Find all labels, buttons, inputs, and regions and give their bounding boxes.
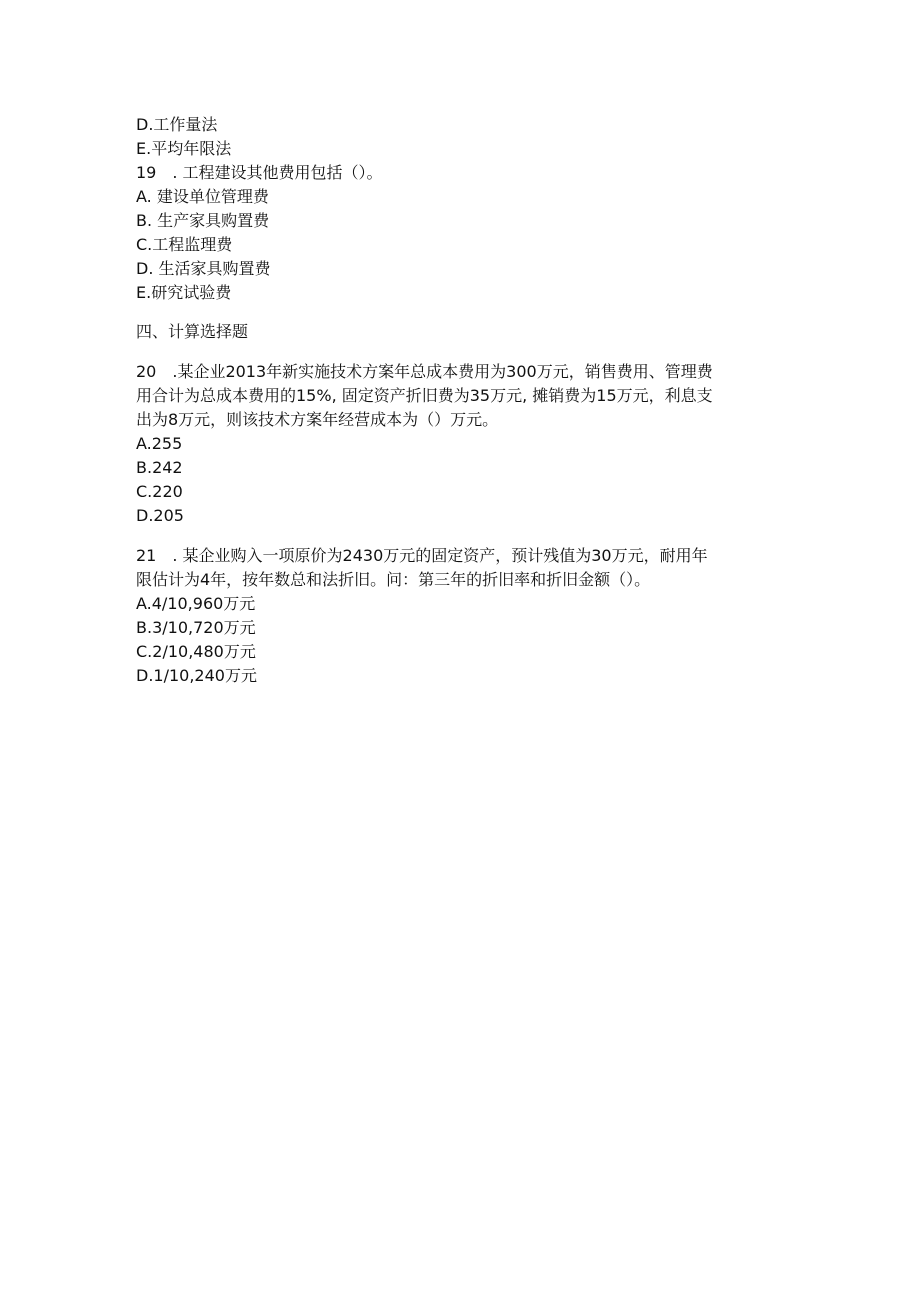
question-21-stem-line-1: 21 . 某企业购入一项原价为2430万元的固定资产，预计残值为30万元，耐用年 xyxy=(136,546,708,565)
question-20-stem-line-2: 用合计为总成本费用的15%, 固定资产折旧费为35万元, 摊销费为15万元，利息支 xyxy=(136,386,713,405)
q19-option-b: B. 生产家具购置费 xyxy=(136,211,270,230)
question-20-stem-line-3: 出为8万元，则该技术方案年经营成本为（）万元。 xyxy=(136,410,499,429)
q20-option-b: B.242 xyxy=(136,458,183,477)
question-19-stem: 19 . 工程建设其他费用包括（）。 xyxy=(136,163,383,182)
q19-option-d: D. 生活家具购置费 xyxy=(136,259,271,278)
q21-option-d: D.1/10,240万元 xyxy=(136,666,257,685)
q19-option-c: C.工程监理费 xyxy=(136,235,233,254)
question-21-stem-line-2: 限估计为4年，按年数总和法折旧。问：第三年的折旧率和折旧金额（）。 xyxy=(136,570,651,589)
document-page xyxy=(136,113,786,688)
option-line: E.平均年限法 xyxy=(136,139,232,158)
q20-option-a: A.255 xyxy=(136,434,183,453)
option-line: D.工作量法 xyxy=(136,115,218,134)
q21-option-b: B.3/10,720万元 xyxy=(136,618,256,637)
question-20-stem-line-1: 20 .某企业2013年新实施技术方案年总成本费用为300万元，销售费用、管理费 xyxy=(136,362,713,381)
q21-option-a: A.4/10,960万元 xyxy=(136,594,256,613)
q20-option-c: C.220 xyxy=(136,482,183,501)
section-title: 四、计算选择题 xyxy=(136,322,249,341)
q19-option-a: A. 建设单位管理费 xyxy=(136,187,269,206)
q20-option-d: D.205 xyxy=(136,506,184,525)
q21-option-c: C.2/10,480万元 xyxy=(136,642,256,661)
q19-option-e: E.研究试验费 xyxy=(136,283,232,302)
